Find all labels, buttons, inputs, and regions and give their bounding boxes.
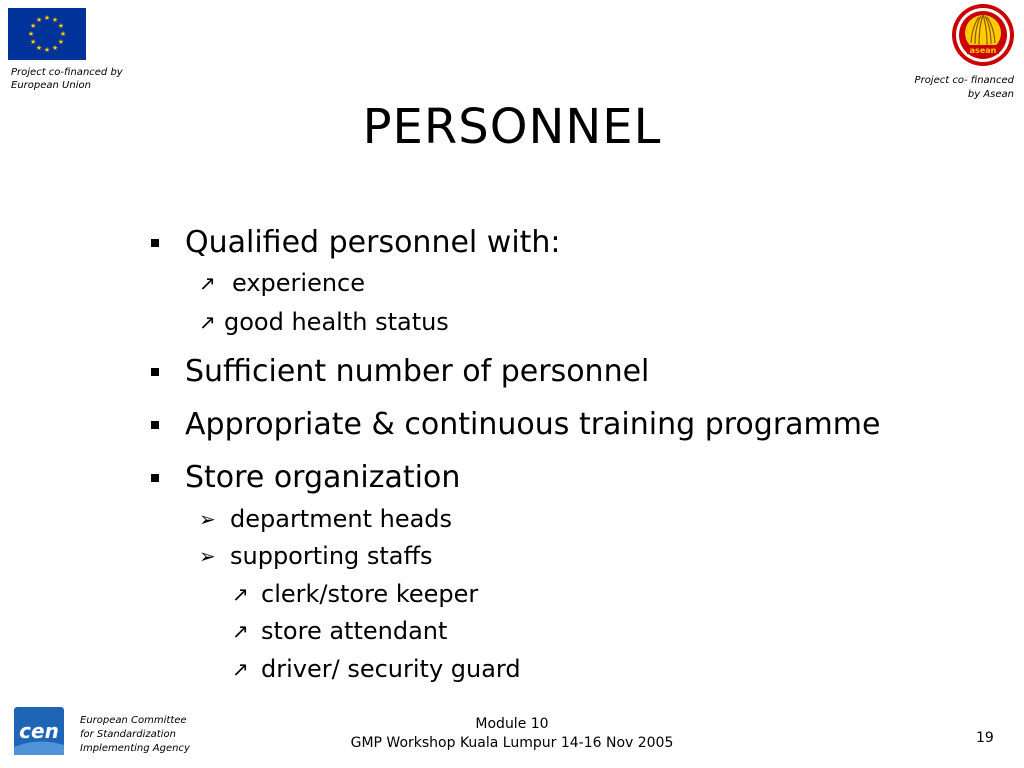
bullet-sufficient-number: Sufficient number of personnel bbox=[185, 354, 650, 389]
footer-workshop: GMP Workshop Kuala Lumpur 14-16 Nov 2005 bbox=[350, 735, 674, 751]
diagonal-arrow-icon: ↗ bbox=[232, 619, 249, 643]
cen-agency-caption bbox=[80, 714, 190, 756]
slide-title: PERSONNEL bbox=[362, 99, 662, 155]
square-bullet-icon bbox=[151, 474, 159, 482]
svg-text:★: ★ bbox=[59, 30, 67, 38]
svg-text:★: ★ bbox=[35, 16, 43, 25]
page-number: 19 bbox=[976, 730, 994, 746]
item-clerk-store-keeper: clerk/store keeper bbox=[261, 580, 479, 608]
eu-flag-logo bbox=[8, 8, 86, 60]
svg-text:★: ★ bbox=[51, 43, 59, 52]
sub-bullet-good-health: good health status bbox=[224, 308, 449, 336]
svg-text:★: ★ bbox=[57, 38, 65, 46]
svg-text:★: ★ bbox=[51, 16, 59, 25]
svg-text:★: ★ bbox=[35, 43, 43, 52]
item-store-attendant: store attendant bbox=[261, 617, 448, 645]
bullet-qualified-personnel: Qualified personnel with: bbox=[185, 225, 561, 260]
diagonal-arrow-icon: ↗ bbox=[232, 582, 249, 606]
asean-logo-text: asean bbox=[969, 46, 997, 55]
cen-caption-line: Implementing Agency bbox=[80, 743, 190, 754]
svg-text:★: ★ bbox=[27, 30, 35, 38]
cen-caption-line: European Committee bbox=[80, 715, 187, 726]
sub-bullet-experience: experience bbox=[232, 269, 366, 297]
cen-logo bbox=[14, 707, 64, 755]
diagonal-arrow-icon: ↗ bbox=[199, 310, 216, 334]
footer-workshop-info bbox=[312, 715, 712, 753]
svg-text:★: ★ bbox=[29, 22, 37, 30]
sub-bullet-department-heads: department heads bbox=[230, 505, 453, 533]
cen-caption-line: for Standardization bbox=[80, 729, 176, 740]
square-bullet-icon bbox=[151, 239, 159, 247]
diagonal-arrow-icon: ↗ bbox=[199, 271, 216, 295]
eu-stars-icon bbox=[8, 8, 86, 60]
asean-caption-line: by Asean bbox=[967, 89, 1014, 100]
bullet-training-programme: Appropriate & continuous training programme bbox=[185, 407, 881, 442]
sub-bullet-supporting-staffs: supporting staffs bbox=[230, 542, 433, 570]
asean-logo bbox=[951, 3, 1015, 67]
eu-financing-caption bbox=[11, 66, 123, 92]
bullet-store-organization: Store organization bbox=[185, 460, 461, 495]
svg-text:★: ★ bbox=[43, 14, 51, 22]
cen-logo-text: cen bbox=[19, 719, 59, 743]
eu-caption-line: Project co-financed by bbox=[11, 67, 123, 78]
eu-caption-line: European Union bbox=[11, 80, 91, 91]
svg-text:★: ★ bbox=[29, 38, 37, 46]
asean-caption-line: Project co- financed bbox=[914, 75, 1014, 86]
square-bullet-icon bbox=[151, 368, 159, 376]
diagonal-arrow-icon: ↗ bbox=[232, 657, 249, 681]
svg-text:★: ★ bbox=[43, 46, 51, 54]
chevron-bullet-icon: ➢ bbox=[199, 507, 216, 531]
footer-module: Module 10 bbox=[475, 716, 549, 732]
square-bullet-icon bbox=[151, 421, 159, 429]
chevron-bullet-icon: ➢ bbox=[199, 544, 216, 568]
item-driver-security-guard: driver/ security guard bbox=[261, 655, 521, 683]
svg-text:★: ★ bbox=[57, 22, 65, 30]
